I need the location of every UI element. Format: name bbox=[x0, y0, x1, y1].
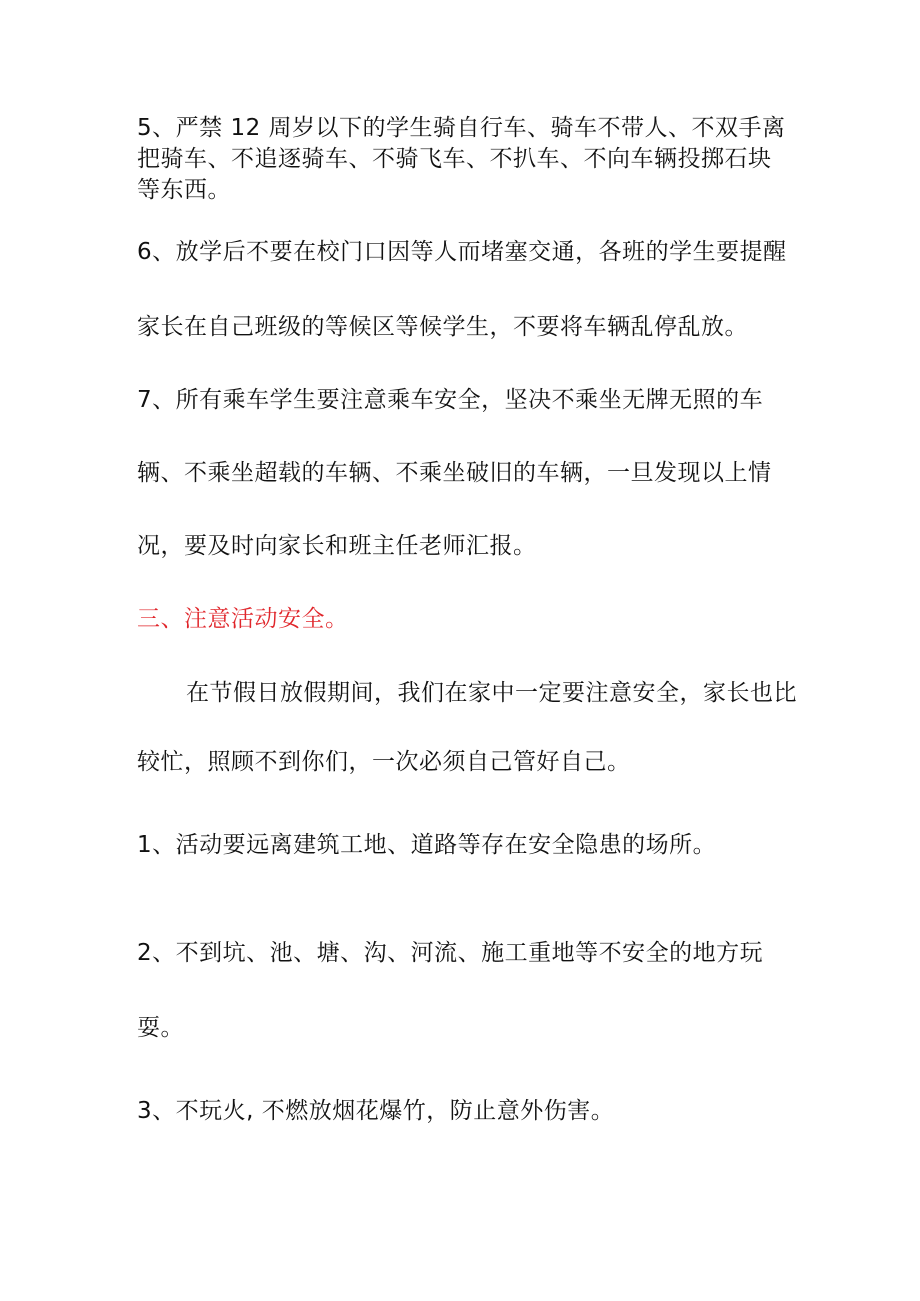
section-3-item-1: 1、活动要远离建筑工地、道路等存在安全隐患的场所。 bbox=[137, 832, 717, 858]
section-3-heading: 三、注意活动安全。 bbox=[137, 606, 349, 632]
item-5-line-3: 等东西。 bbox=[137, 177, 231, 203]
item-7-line-3: 况，要及时向家长和班主任老师汇报。 bbox=[137, 533, 537, 559]
section-3-intro-line-2: 较忙，照顾不到你们，一次必须自己管好自己。 bbox=[137, 749, 631, 775]
item-5-line-1: 5、严禁 12 周岁以下的学生骑自行车、骑车不带人、不双手离 bbox=[137, 115, 786, 141]
section-3-intro-line-1: 在节假日放假期间，我们在家中一定要注意安全，家长也比 bbox=[186, 680, 797, 706]
section-3-item-3: 3、不玩火, 不燃放烟花爆竹，防止意外伤害。 bbox=[137, 1098, 615, 1124]
section-3-item-2-line-2: 耍。 bbox=[137, 1015, 184, 1041]
section-3-item-2-line-1: 2、不到坑、池、塘、沟、河流、施工重地等不安全的地方玩 bbox=[137, 940, 764, 966]
item-6-line-2: 家长在自己班级的等候区等候学生，不要将车辆乱停乱放。 bbox=[137, 314, 748, 340]
item-5-line-2: 把骑车、不追逐骑车、不骑飞车、不扒车、不向车辆投掷石块 bbox=[137, 146, 772, 172]
item-7-line-2: 辆、不乘坐超载的车辆、不乘坐破旧的车辆，一旦发现以上情 bbox=[137, 460, 772, 486]
item-6-line-1: 6、放学后不要在校门口因等人而堵塞交通，各班的学生要提醒 bbox=[137, 239, 787, 265]
item-7-line-1: 7、所有乘车学生要注意乘车安全，坚决不乘坐无牌无照的车 bbox=[137, 387, 764, 413]
